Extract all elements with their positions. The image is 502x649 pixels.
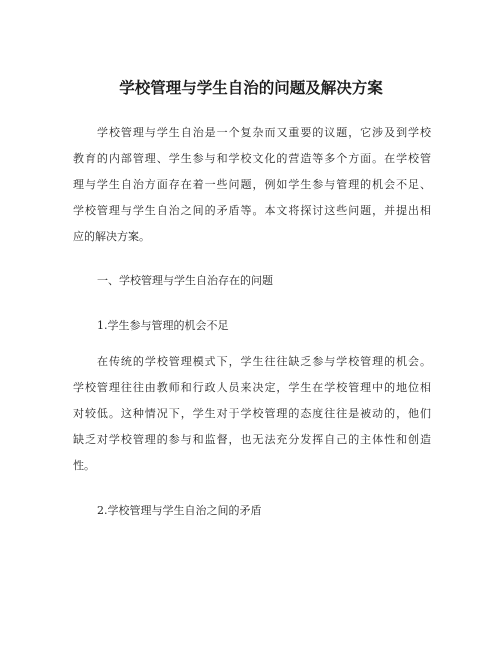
section-1-heading: 一、学校管理与学生自治存在的问题 [97, 274, 273, 287]
document-title: 学校管理与学生自治的问题及解决方案 [119, 79, 383, 97]
item-1-line-3: 对较低。这种情况下，学生对于学校管理的态度往往是被动的，他们 [73, 407, 431, 420]
item-2-heading: 2.学校管理与学生自治之间的矛盾 [97, 504, 262, 517]
item-1-line-2: 学校管理往往由教师和行政人员来决定，学生在学校管理中的地位相 [73, 381, 431, 394]
intro-line-2: 教育的内部管理、学生参与和学校文化的营造等多个方面。在学校管 [73, 152, 431, 165]
intro-line-1: 学校管理与学生自治是一个复杂而又重要的议题，它涉及到学校 [97, 126, 431, 139]
intro-line-4: 学校管理与学生自治之间的矛盾等。本文将探讨这些问题，并提出相 [73, 204, 431, 217]
intro-line-5: 应的解决方案。 [73, 230, 150, 243]
item-1-line-1: 在传统的学校管理模式下，学生往往缺乏参与学校管理的机会。 [97, 355, 431, 368]
item-1-line-5: 性。 [73, 459, 95, 472]
item-1-line-4: 缺乏对学校管理的参与和监督，也无法充分发挥自己的主体性和创造 [73, 433, 431, 446]
intro-line-3: 理与学生自治方面存在着一些问题，例如学生参与管理的机会不足、 [73, 178, 431, 191]
item-1-heading: 1.学生参与管理的机会不足 [97, 319, 229, 332]
